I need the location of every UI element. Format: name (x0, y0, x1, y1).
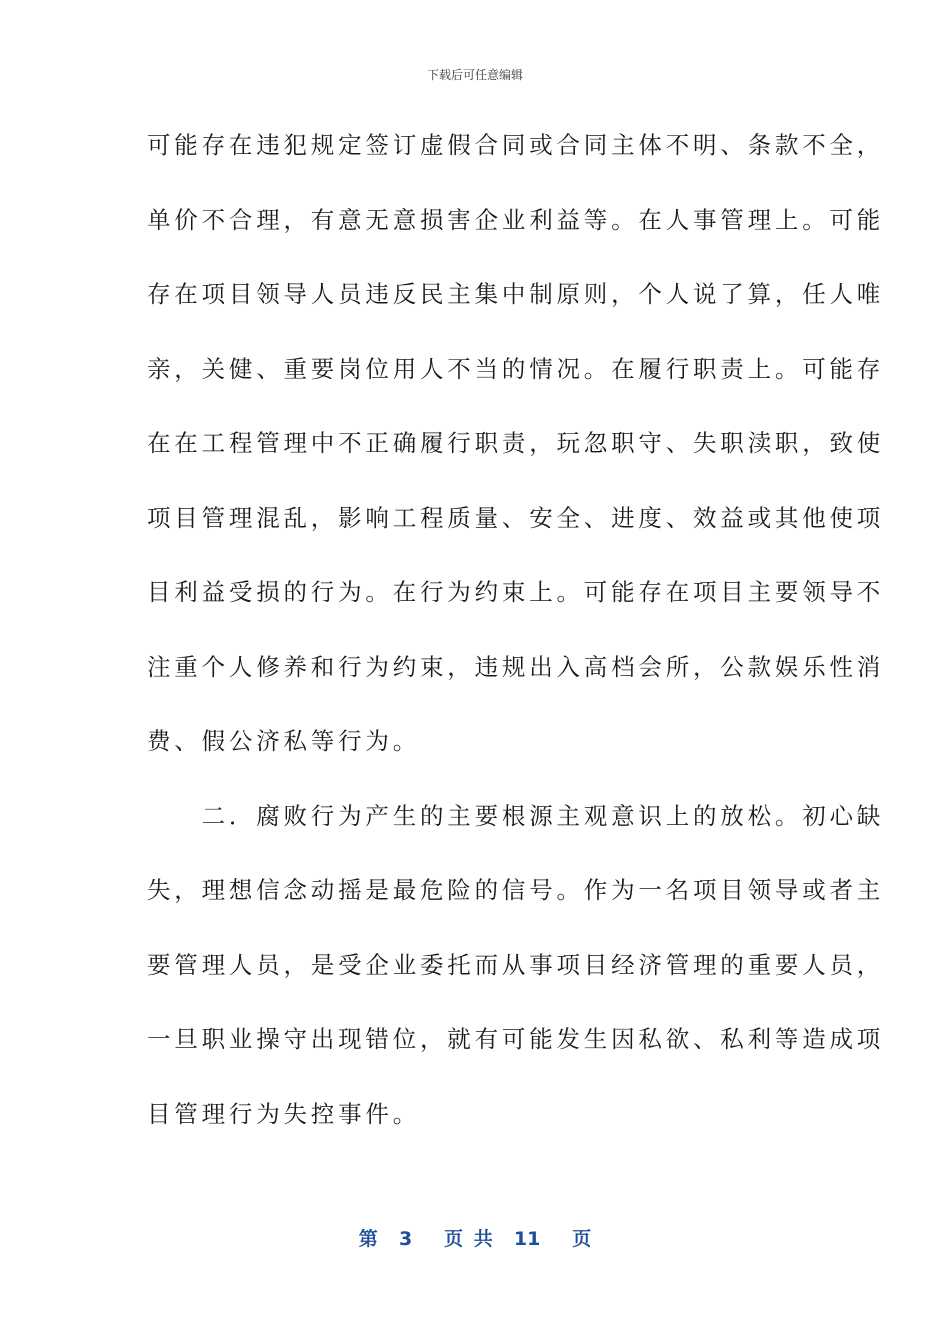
body-line: 存在项目领导人员违反民主集中制原则，个人说了算，任人唯 (147, 280, 885, 308)
body-line: 目管理行为失控事件。 (147, 1099, 420, 1128)
body-line: 费、假公济私等行为。 (147, 727, 420, 755)
body-line: 目利益受损的行为。在行为约束上。可能存在项目主要领导不 (147, 578, 885, 606)
body-line: 可能存在违犯规定签订虚假合同或合同主体不明、条款不全， (147, 131, 885, 159)
body-line: 二．腐败行为产生的主要根源主观意识上的放松。初心缺 (147, 801, 885, 830)
body-line: 项目管理混乱，影响工程质量、安全、进度、效益或其他使项 (147, 503, 885, 532)
document-body (147, 118, 885, 1161)
body-line: 一旦职业操守出现错位，就有可能发生因私欲、私利等造成项 (147, 1025, 885, 1053)
page-number-footer: 第 3 页 共 11 页 (358, 1228, 592, 1250)
body-line: 在在工程管理中不正确履行职责，玩忽职守、失职渎职，致使 (147, 429, 885, 457)
body-line: 亲，关健、重要岗位用人不当的情况。在履行职责上。可能存 (147, 354, 885, 383)
page-header: 下载后可任意编辑 (426, 68, 523, 82)
body-line: 失，理想信念动摇是最危险的信号。作为一名项目领导或者主 (147, 876, 885, 904)
body-line: 注重个人修养和行为约束，违规出入高档会所，公款娱乐性消 (147, 652, 885, 681)
body-line: 单价不合理，有意无意损害企业利益等。在人事管理上。可能 (147, 205, 885, 234)
body-line: 要管理人员，是受企业委托而从事项目经济管理的重要人员， (147, 950, 885, 979)
